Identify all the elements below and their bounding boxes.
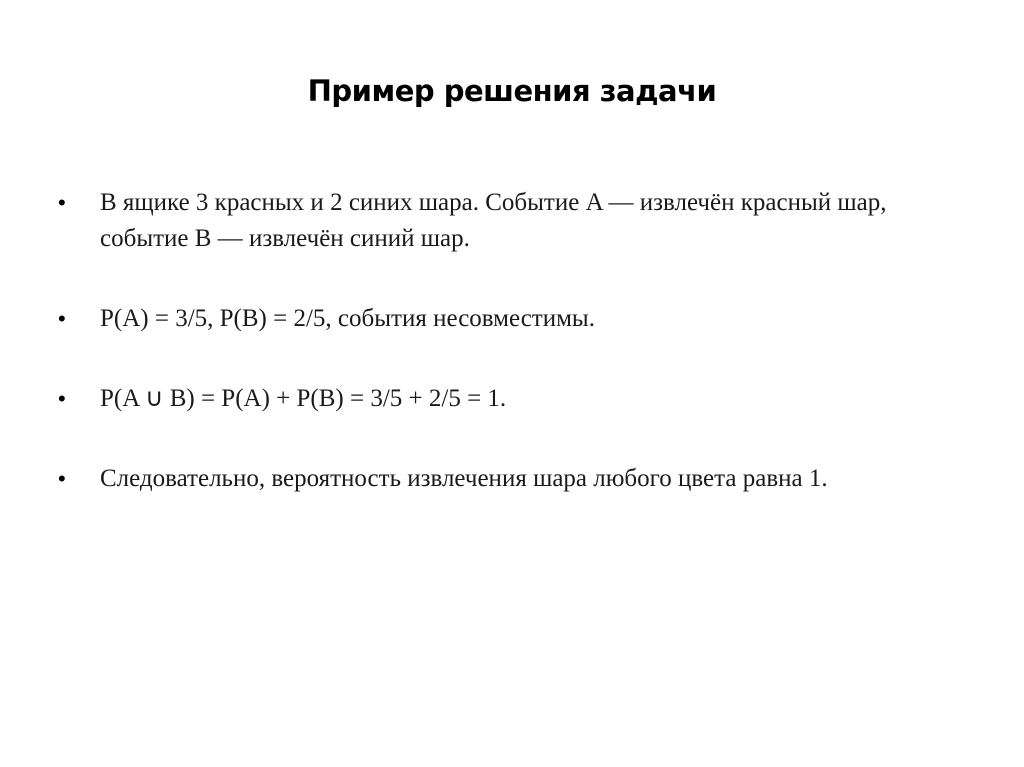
bullet-text: P(A ∪ B) = P(A) + P(B) = 3/5 + 2/5 = 1. xyxy=(100,385,507,412)
bullet-text: P(A) = 3/5, P(B) = 2/5, события несовместимы. xyxy=(100,305,595,332)
slide-title: Пример решения задачи xyxy=(307,74,717,108)
bullet-text: Следовательно, вероятность извлечения шара любого цвета равна 1. xyxy=(100,465,828,492)
bullet-marker: • xyxy=(58,190,66,215)
bullet-marker: • xyxy=(58,306,66,331)
bullet-item-4 xyxy=(58,461,958,497)
bullet-item-3 xyxy=(58,381,958,417)
bullet-text: В ящике 3 красных и 2 синих шара. Событие A — извлечён красный шар, событие B — извлечён синий шар. xyxy=(100,189,887,252)
bullet-marker: • xyxy=(58,386,66,411)
bullet-list xyxy=(58,185,958,497)
bullet-marker: • xyxy=(58,466,66,491)
bullet-item-1 xyxy=(58,185,958,257)
bullet-item-2 xyxy=(58,301,958,337)
